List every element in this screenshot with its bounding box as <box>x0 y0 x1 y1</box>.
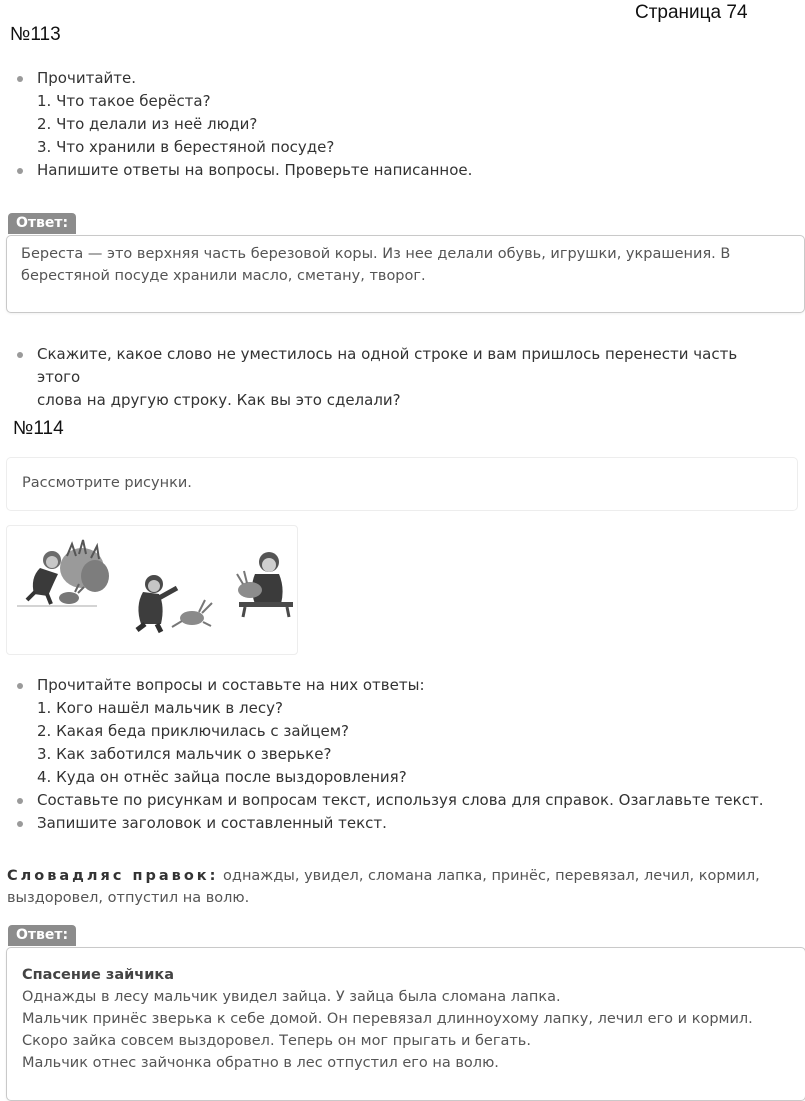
list-item: Напишите ответы на вопросы. Проверьте написанное. <box>37 159 777 182</box>
answer-line: Скоро зайка совсем выздоровел. Теперь он мог прыгать и бегать. <box>22 1033 531 1049</box>
boy-holding-hare-icon <box>237 552 293 617</box>
list-item: Прочитайте. 1. Что такое берёста? 2. Что делали из неё люди? 3. Что хранили в берестяной посуде? <box>37 67 777 159</box>
instruction-text: Рассмотрите рисунки. <box>22 475 192 491</box>
answer-box-114 <box>6 947 805 1101</box>
illustration-drawing <box>7 526 297 654</box>
list-item: Составьте по рисункам и вопросам текст, используя слова для справок. Озаглавьте текст. <box>37 789 782 812</box>
page-number: Страница 74 <box>635 2 748 23</box>
illustration <box>6 525 298 655</box>
answer-line: Однажды в лесу мальчик увидел зайца. У зайца была сломана лапка. <box>22 989 561 1005</box>
reference-words-list: однажды, увидел, сломана лапка, принёс, перевязал, лечил, кормил, <box>218 868 760 884</box>
task-114-number: №114 <box>13 418 64 439</box>
reference-words-label: Словадляс правок: <box>7 868 219 884</box>
question-1: 1. Кого нашёл мальчик в лесу? <box>37 699 283 717</box>
reference-words-list-cont: выздоровел, отпустил на волю. <box>7 890 250 906</box>
question-3: 3. Что хранили в берестяной посуде? <box>37 138 335 156</box>
boy-finds-hare-icon <box>17 540 109 606</box>
task-113-extra <box>37 343 777 412</box>
answer-box-113 <box>6 235 805 313</box>
list-item: Прочитайте вопросы и составьте на них ответы: 1. Кого нашёл мальчик в лесу? 2. Какая беда приключилась с зайцем? 3. Как заботился мальчик о зверьке? 4. Куда он отнёс зайца после выздоровления? <box>37 674 782 789</box>
answer-label: Ответ: <box>8 213 76 234</box>
question-4: 4. Куда он отнёс зайца после выздоровления? <box>37 768 407 786</box>
question-3: 3. Как заботился мальчик о зверьке? <box>37 745 332 763</box>
question-1: 1. Что такое берёста? <box>37 92 211 110</box>
list-item: Скажите, какое слово не уместилось на одной строке и вам пришлось перенести часть этого слова на другую строку. Как вы это сделали? <box>37 343 777 412</box>
question-2: 2. Какая беда приключилась с зайцем? <box>37 722 350 740</box>
task-113-instructions <box>37 67 777 182</box>
answer-title: Спасение зайчика <box>22 967 175 983</box>
reference-words <box>7 865 787 909</box>
task-113-number: №113 <box>10 24 61 45</box>
task-114-instructions <box>37 674 782 835</box>
answer-line: Мальчик принёс зверька к себе домой. Он перевязал длинноухому лапку, лечил его и кормил. <box>22 1011 753 1027</box>
question-2: 2. Что делали из неё люди? <box>37 115 258 133</box>
answer-line: берестяной посуде хранили масло, сметану, творог. <box>21 268 426 284</box>
list-item: Запишите заголовок и составленный текст. <box>37 812 782 835</box>
boy-chasing-hare-icon <box>137 575 212 632</box>
instruction-box <box>6 457 798 511</box>
answer-line: Мальчик отнес зайчонка обратно в лес отпустил его на волю. <box>22 1055 499 1071</box>
answer-line: Береста — это верхняя часть березовой коры. Из нее делали обувь, игрушки, украшения. В <box>21 246 731 262</box>
answer-label: Ответ: <box>8 925 76 946</box>
